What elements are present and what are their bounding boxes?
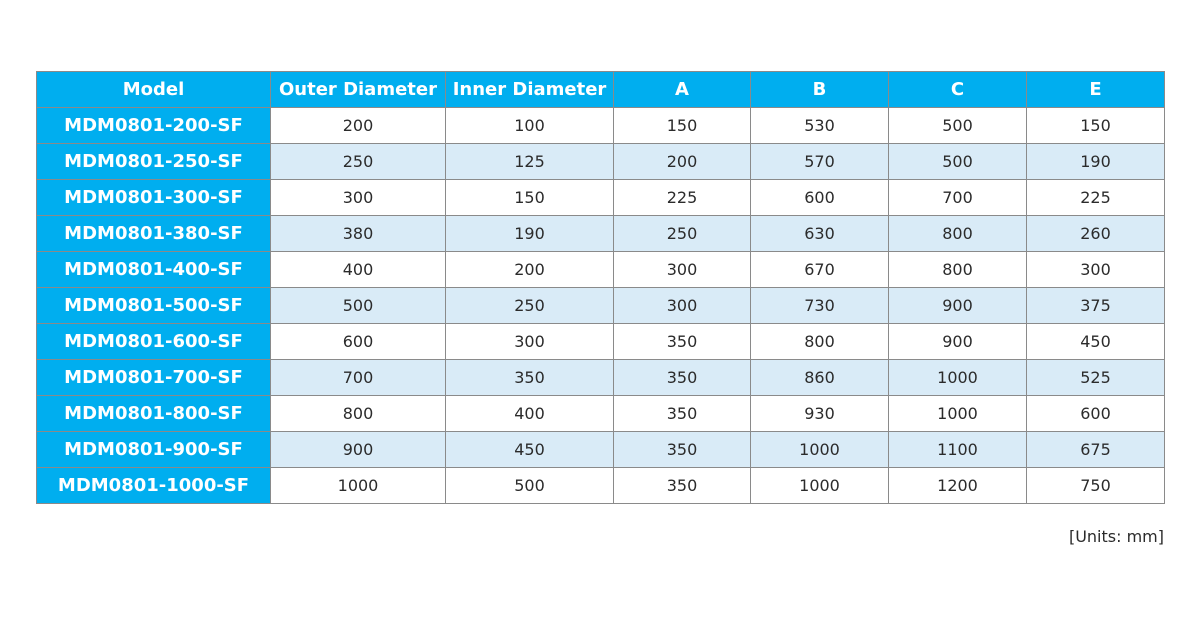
table-row (37, 180, 1165, 216)
outer-diameter-cell: 1000 (271, 468, 446, 504)
table-row (37, 468, 1165, 504)
c-cell: 1000 (889, 360, 1027, 396)
outer-diameter-cell: 600 (271, 324, 446, 360)
a-cell: 225 (614, 180, 751, 216)
b-cell: 600 (751, 180, 889, 216)
a-cell: 200 (614, 144, 751, 180)
a-cell: 300 (614, 252, 751, 288)
model-cell: MDM0801-700-SF (37, 360, 271, 396)
header-c: C (889, 72, 1027, 108)
table-row (37, 396, 1165, 432)
e-cell: 300 (1027, 252, 1165, 288)
e-cell: 375 (1027, 288, 1165, 324)
table-row (37, 252, 1165, 288)
model-cell: MDM0801-400-SF (37, 252, 271, 288)
b-cell: 630 (751, 216, 889, 252)
model-cell: MDM0801-800-SF (37, 396, 271, 432)
c-cell: 1100 (889, 432, 1027, 468)
header-a: A (614, 72, 751, 108)
header-b: B (751, 72, 889, 108)
inner-diameter-cell: 190 (446, 216, 614, 252)
a-cell: 350 (614, 396, 751, 432)
model-cell: MDM0801-500-SF (37, 288, 271, 324)
outer-diameter-cell: 400 (271, 252, 446, 288)
outer-diameter-cell: 250 (271, 144, 446, 180)
a-cell: 350 (614, 324, 751, 360)
table-body (37, 108, 1165, 504)
b-cell: 670 (751, 252, 889, 288)
b-cell: 1000 (751, 468, 889, 504)
e-cell: 750 (1027, 468, 1165, 504)
outer-diameter-cell: 200 (271, 108, 446, 144)
outer-diameter-cell: 900 (271, 432, 446, 468)
inner-diameter-cell: 125 (446, 144, 614, 180)
table-row (37, 324, 1165, 360)
e-cell: 450 (1027, 324, 1165, 360)
inner-diameter-cell: 500 (446, 468, 614, 504)
model-cell: MDM0801-380-SF (37, 216, 271, 252)
a-cell: 300 (614, 288, 751, 324)
b-cell: 570 (751, 144, 889, 180)
header-row (37, 72, 1165, 108)
e-cell: 190 (1027, 144, 1165, 180)
table-row (37, 216, 1165, 252)
model-cell: MDM0801-200-SF (37, 108, 271, 144)
units-note: [Units: mm] (1068, 527, 1164, 546)
model-cell: MDM0801-900-SF (37, 432, 271, 468)
c-cell: 900 (889, 288, 1027, 324)
inner-diameter-cell: 350 (446, 360, 614, 396)
model-cell: MDM0801-300-SF (37, 180, 271, 216)
b-cell: 1000 (751, 432, 889, 468)
e-cell: 260 (1027, 216, 1165, 252)
e-cell: 150 (1027, 108, 1165, 144)
outer-diameter-cell: 700 (271, 360, 446, 396)
table-row (37, 432, 1165, 468)
inner-diameter-cell: 150 (446, 180, 614, 216)
c-cell: 500 (889, 108, 1027, 144)
a-cell: 250 (614, 216, 751, 252)
c-cell: 800 (889, 252, 1027, 288)
b-cell: 860 (751, 360, 889, 396)
header-inner-diameter: Inner Diameter (446, 72, 614, 108)
table-header (37, 72, 1165, 108)
c-cell: 1200 (889, 468, 1027, 504)
c-cell: 800 (889, 216, 1027, 252)
e-cell: 600 (1027, 396, 1165, 432)
e-cell: 525 (1027, 360, 1165, 396)
b-cell: 800 (751, 324, 889, 360)
a-cell: 150 (614, 108, 751, 144)
table-row (37, 108, 1165, 144)
inner-diameter-cell: 300 (446, 324, 614, 360)
c-cell: 900 (889, 324, 1027, 360)
header-model: Model (37, 72, 271, 108)
a-cell: 350 (614, 468, 751, 504)
inner-diameter-cell: 400 (446, 396, 614, 432)
table-row (37, 144, 1165, 180)
model-cell: MDM0801-250-SF (37, 144, 271, 180)
table-row (37, 360, 1165, 396)
model-cell: MDM0801-1000-SF (37, 468, 271, 504)
header-e: E (1027, 72, 1165, 108)
inner-diameter-cell: 200 (446, 252, 614, 288)
a-cell: 350 (614, 432, 751, 468)
specification-table (36, 71, 1165, 504)
inner-diameter-cell: 450 (446, 432, 614, 468)
b-cell: 530 (751, 108, 889, 144)
c-cell: 700 (889, 180, 1027, 216)
inner-diameter-cell: 250 (446, 288, 614, 324)
inner-diameter-cell: 100 (446, 108, 614, 144)
c-cell: 500 (889, 144, 1027, 180)
model-cell: MDM0801-600-SF (37, 324, 271, 360)
outer-diameter-cell: 380 (271, 216, 446, 252)
outer-diameter-cell: 300 (271, 180, 446, 216)
a-cell: 350 (614, 360, 751, 396)
b-cell: 930 (751, 396, 889, 432)
c-cell: 1000 (889, 396, 1027, 432)
outer-diameter-cell: 500 (271, 288, 446, 324)
outer-diameter-cell: 800 (271, 396, 446, 432)
table-row (37, 288, 1165, 324)
header-outer-diameter: Outer Diameter (271, 72, 446, 108)
b-cell: 730 (751, 288, 889, 324)
e-cell: 675 (1027, 432, 1165, 468)
e-cell: 225 (1027, 180, 1165, 216)
